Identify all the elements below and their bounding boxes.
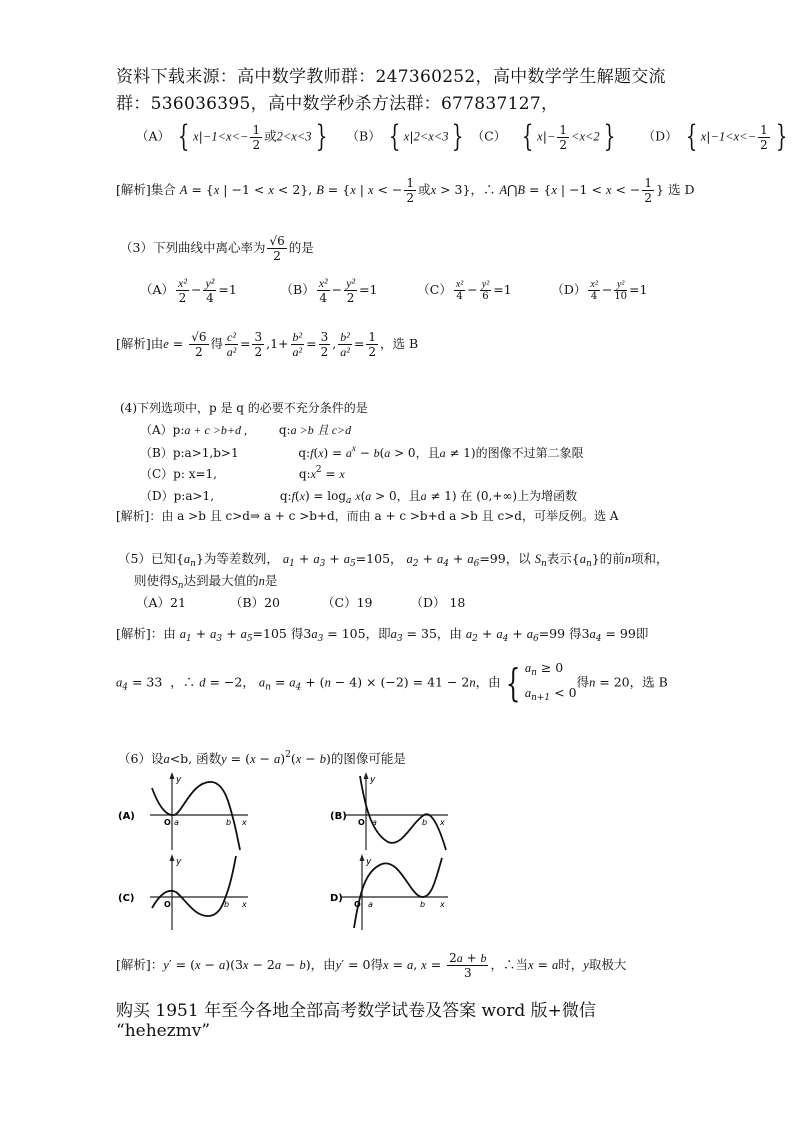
q3-stem: （3）下列曲线中离心率为 $\frac{√6}{2}$ 的是 — [120, 234, 314, 263]
graph-c-y-label: y — [176, 857, 182, 867]
graph-b-x-label: x — [440, 818, 445, 827]
graph-d-x-label: x — [440, 900, 445, 909]
q6-stem: （6）设a<b, 函数$y = (x - a)^2(x - b)$的图像可能是 — [118, 750, 406, 766]
q2-option-d-label: （D） — [642, 128, 678, 144]
graph-a-x-label: x — [242, 818, 247, 827]
header-line-1: 资料下载来源：高中数学教师群：247360252，高中数学学生解题交流 — [116, 67, 666, 87]
q4-solution: [解析]：由 a >b 且 c>d⇒ a + c >b+d，而由 a + c >b+d a >b 且 c>d，可举反例。选 A — [116, 509, 619, 523]
graph-d-label: D) — [330, 893, 343, 904]
q4-option-c: （C）p: x=1, $q:x^2 = x$ — [140, 465, 345, 481]
graph-a-y-label: y — [176, 775, 182, 785]
q5-options: （A）21 （B）20 （C）19 （D） 18 — [136, 595, 466, 610]
graph-c — [118, 854, 248, 930]
graph-b — [330, 772, 448, 850]
header-line-2: 群：536036395，高中数学秒杀方法群：677837127， — [116, 94, 559, 114]
graph-c-b: b — [224, 900, 230, 909]
q3-options: （A） $\frac{\text{x²}}{2}$ − $\frac{\text{y²}}{4}$ =1 （B） $\frac{\text{x²}}{4}$ − $\frac{\text{y²}}{2}$ =1 （C） $\frac{\text{x²}}{4}$ − $\frac{\text{y²}}{6}$ =1 （D） $\frac{\text{x²}}{4}$ − $\frac{\text{y²}}{10}$ =1 — [140, 276, 648, 305]
graph-a-b: b — [226, 818, 232, 827]
footer-line-2: “hehezmv” — [116, 1021, 211, 1041]
graph-a-origin: O — [164, 818, 171, 827]
q6-graphs — [110, 770, 470, 930]
graph-a-label: (A) — [118, 811, 135, 822]
graph-c-x-label: x — [242, 900, 247, 909]
graph-d-a: a — [368, 900, 373, 909]
q5-stem-line-1: （5）已知$\{a_n\}$为等差数列， $a_1 + a_3 + a_5=105$， $a_2 + a_4 + a_6=99$，以 $S_n$表示$\{a_n\}$的前n项和， — [118, 551, 669, 569]
graph-b-origin: O — [358, 818, 365, 827]
graph-d — [330, 854, 448, 930]
q2-options: （A） { x|−1<x<− $\frac{1}{2}$ 或2<x<3 } （B） { x|2<x<3 } （C） { x|− $\frac{1}{2}$ <x<2 } （D） { x|−1<x<− $\frac{1}{2}$ } — [136, 119, 787, 154]
graph-a — [118, 772, 248, 850]
graph-c-origin: O — [164, 900, 171, 909]
graph-d-b: b — [420, 900, 426, 909]
graph-b-b: b — [422, 818, 428, 827]
q2-option-a-label: （A） — [136, 128, 171, 144]
graph-d-y-label: y — [366, 857, 372, 867]
q3-solution: [解析]由e = $\frac{√6}{2}$ 得 $\frac{\text{c²}}{\text{a²}}$ = $\frac{3}{2}$ ,1+ $\frac{\text{b²}}{\text{a²}}$ = $\frac{3}{2}$ , $\frac{\text{b²}}{\text{a²}}$ = $\frac{1}{2}$ ，选 B — [116, 330, 419, 359]
graph-d-origin: O — [354, 900, 361, 909]
graph-b-label: (B) — [330, 811, 347, 822]
footer-line-1: 购买 1951 年至今各地全部高考数学试卷及答案 word 版+微信 — [116, 1001, 596, 1021]
q4-stem: (4)下列选项中，p 是 q 的必要不充分条件的是 — [120, 401, 368, 415]
q6-solution: [解析]：y′ = (x − a)(3x − 2a − b)，由y′ = 0得x = a, x = $\frac{2a + b}{3}$ ，∴当x = a时，y取极大 — [116, 951, 627, 980]
q4-option-d: （D）p:a>1, q:f(x) = $\log_a x(a > 0$，且a ≠ 1) 在 (0,+∞)上为增函数 — [140, 489, 578, 506]
q5-solution-line-1: [解析]：由 $a_1 + a_3 + a_5=105$ 得$3a_3 = 105$，即$a_3 = 35$，由 $a_2 + a_4 + a_6=99$ 得$3a_4 = 99$即 — [116, 626, 649, 644]
q2-option-c-label: （C） — [471, 128, 507, 144]
graph-b-y-label: y — [370, 775, 376, 785]
q5-stem-line-2: 则使得$S_n$达到最大值的n是 — [134, 573, 278, 591]
q2-solution: [解析]集合 A = {x | −1 < x < 2}, B = {x | x < − $\frac{1}{2}$ 或x > 3}，∴ A⋂B = {x | −1 < x < − $\frac{1}{2}$ } 选 D — [116, 176, 695, 205]
graph-c-label: (C) — [118, 893, 135, 904]
graph-b-a: a — [372, 818, 377, 827]
q4-option-b: （B）p:a>1,b>1 q:f(x) = $a^x - b(a > 0$，且a ≠ 1)的图像不过第二象限 — [140, 443, 584, 460]
q2-option-b-label: （B） — [346, 128, 381, 144]
graph-a-a: a — [174, 818, 179, 827]
q5-solution-line-2: $a_4 = 33$ ，∴ d = −2， $a_n = a_4 + (n - 4) \times (-2) = 41 - 2n$，由 { $a_n \ge 0$ $a_{n+1} < 0$ 得n = 20，选 B — [116, 660, 668, 705]
q4-option-a: （A）p:a + c >b+d , q:a >b 且 c>d — [140, 423, 352, 437]
